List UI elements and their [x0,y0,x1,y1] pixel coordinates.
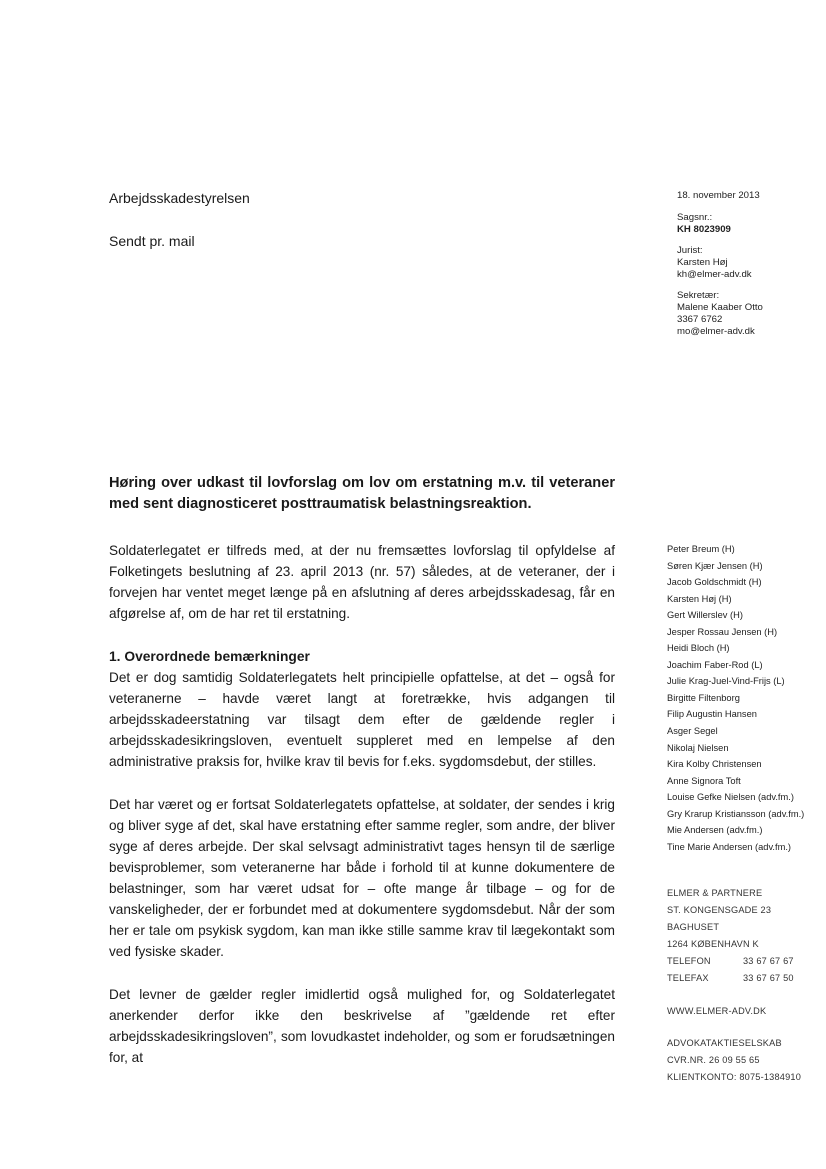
firm-address [667,885,822,987]
body-paragraph-2: Det er dog samtidig Soldaterlegatets helt principielle opfattelse, at det – også for veteranerne – havde været langt at foretrække, hvis adgangen til arbejdsskadeerstatning var tilsagt dem efter de gældende regler i arbejdsskadesikringsloven, eventuelt suppleret med en lempelse af den administrative praksis for, hvilke krav til bevis for f.eks. sygdomsdebut, der stilles. [109,670,615,769]
lawyer-label: Jurist: [677,245,703,256]
letter-date: 18. november 2013 [677,190,760,201]
partner-item: Mie Andersen (adv.fm.) [667,825,763,836]
partner-item: Peter Breum (H) [667,544,735,554]
letter-body [109,540,615,1090]
partner-item: Julie Krag-Juel-Vind-Frijs (L) [667,676,785,687]
partner-item: Karsten Høj (H) [667,593,732,604]
partner-list [667,541,822,855]
partner-item: Gry Krarup Kristiansson (adv.fm.) [667,808,805,819]
body-paragraph-3: Det har været og er fortsat Soldaterlegatets opfattelse, at soldater, der sendes i krig og bliver syge af det, skal have erstatning efter samme regler, som andre, der bliver syge af deres arbejde. Der skal selvsagt administrativt tages hensyn til de særlige bevisproblemer, som veteranerne har både i forhold til at kunne dokumentere de belastninger, som har været udsat for – ofte mange år tilbage – og for de vanskeligheder, der er forbundet med at dokumentere sygdomsdebut. Når der som her er tale om psykisk sygdom, kan man ikke stille samme krav til lægekontakt som ved fysiske skader. [109,797,615,959]
firm-website[interactable]: WWW.ELMER-ADV.DK [667,1006,767,1016]
case-label: Sagsnr.: [677,212,713,223]
firm-phone: 33 67 67 67 [743,956,794,966]
firm-name: ELMER & PARTNERE [667,888,763,898]
firm-company-type: ADVOKATAKTIESELSKAB [667,1038,782,1048]
secretary-phone: 3367 6762 [677,314,723,325]
firm-building: BAGHUSET [667,922,720,932]
lawyer-name: Karsten Høj [677,257,728,268]
secretary-label: Sekretær: [677,290,720,301]
firm-client-account: KLIENTKONTO: 8075-1384910 [667,1072,802,1082]
partner-item: Søren Kjær Jensen (H) [667,560,763,571]
body-paragraph-4: Det levner de gælder regler imidlertid også mulighed for, og Soldaterlegatet anerkender derfor ikke den beskrivelse af ”gældende ret efter arbejdsskadesikringsloven”, som lovudkastet indeholder, og som er forudsætningen for, at [109,987,615,1065]
delivery-method: Sendt pr. mail [109,233,195,249]
partner-item: Heidi Bloch (H) [667,643,730,654]
firm-city: 1264 KØBENHAVN K [667,939,759,949]
partner-item: Louise Gefke Nielsen (adv.fm.) [667,792,794,803]
recipient-name: Arbejdsskadestyrelsen [109,190,250,206]
partner-item: Birgitte Filtenborg [667,692,740,703]
lawyer-block [677,245,817,281]
firm-street: ST. KONGENSGADE 23 [667,905,772,915]
firm-registration [667,1035,822,1086]
body-paragraph-1: Soldaterlegatet er tilfreds med, at der nu fremsættes lovforslag til opfyldelse af Folketingets beslutning af 23. april 2013 (nr. 57) således, at de veteraner, der i forvejen har ventet meget længe på en afslutning af deres arbejdsskadesag, får en afgørelse af, om de har ret til erstatning. [109,543,615,621]
letter-meta [677,190,817,347]
letter-subject: Høring over udkast til lovforslag om lov om erstatning m.v. til veteraner med sent diagnosticeret posttraumatisk belastningsreaktion. [109,475,615,512]
firm-fax: 33 67 67 50 [743,973,794,983]
partner-item: Tine Marie Andersen (adv.fm.) [667,841,792,852]
partner-item: Jesper Rossau Jensen (H) [667,626,778,637]
secretary-email[interactable]: mo@elmer-adv.dk [677,326,755,337]
partner-item: Anne Signora Toft [667,775,741,786]
partner-item: Gert Willerslev (H) [667,610,743,621]
partner-item: Kira Kolby Christensen [667,759,762,770]
partner-item: Joachim Faber-Rod (L) [667,659,763,670]
case-block [677,212,817,236]
secretary-name: Malene Kaaber Otto [677,302,763,313]
firm-phone-row [667,953,822,970]
firm-phone-label: TELEFON [667,956,711,966]
lawyer-email[interactable]: kh@elmer-adv.dk [677,269,752,280]
firm-fax-label: TELEFAX [667,973,709,983]
section-heading-1: 1. Overordnede bemærkninger [109,649,310,664]
partner-item: Filip Augustin Hansen [667,709,757,720]
firm-fax-row [667,970,822,987]
partner-item: Asger Segel [667,726,718,737]
case-number: KH 8023909 [677,224,731,235]
secretary-block [677,290,817,338]
firm-cvr: CVR.NR. 26 09 55 65 [667,1055,760,1065]
partner-item: Nikolaj Nielsen [667,742,729,753]
partner-item: Jacob Goldschmidt (H) [667,577,762,588]
